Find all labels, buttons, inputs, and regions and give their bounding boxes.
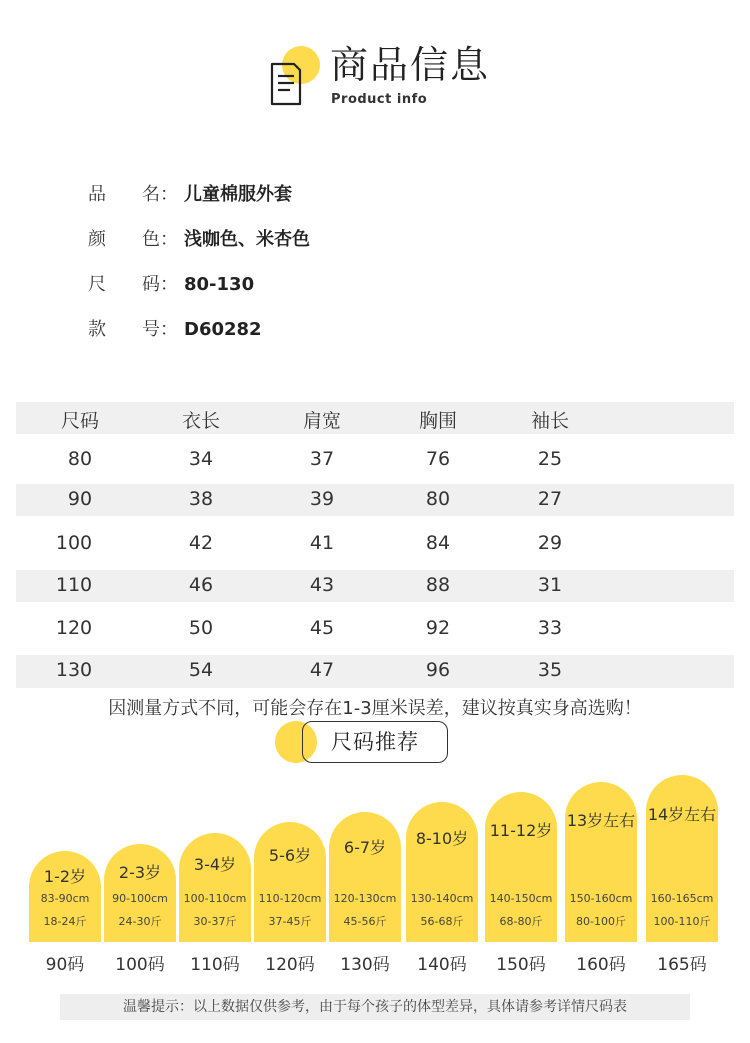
table-cell: 110 (55, 574, 93, 596)
table-cell: 41 (309, 532, 335, 554)
table-cell: 29 (537, 532, 563, 554)
card-size-label: 165码 (657, 955, 707, 975)
size-card (485, 792, 557, 942)
card-height: 150-160cm (569, 892, 633, 905)
table-cell: 80 (67, 448, 93, 470)
table-row (16, 655, 734, 688)
table-cell: 35 (537, 659, 563, 681)
info-value: 浅咖色、米杏色 (184, 229, 310, 250)
card-height: 140-150cm (489, 892, 553, 905)
table-header-cell: 袖长 (530, 410, 569, 432)
table-header-cell: 胸围 (418, 410, 457, 432)
card-size-label: 150码 (496, 955, 546, 975)
size-card (646, 775, 718, 942)
card-age: 2-3岁 (118, 863, 162, 882)
size-card (29, 851, 101, 942)
table-row (16, 602, 734, 655)
table-cell: 25 (537, 448, 563, 470)
table-cell: 46 (188, 574, 214, 596)
card-age: 8-10岁 (415, 829, 469, 848)
table-cell: 27 (537, 488, 563, 510)
table-cell: 39 (309, 488, 335, 510)
info-value: 儿童棉服外套 (184, 184, 292, 205)
info-label: 款 (88, 319, 106, 340)
table-cell: 38 (188, 488, 214, 510)
card-size-label: 140码 (417, 955, 467, 975)
card-size-label: 160码 (576, 955, 626, 975)
table-cell: 96 (425, 659, 451, 681)
table-cell: 100 (55, 532, 93, 554)
card-size-label: 100码 (115, 955, 165, 975)
table-cell: 90 (67, 488, 93, 510)
table-row (16, 516, 734, 570)
card-height: 110-120cm (258, 892, 322, 905)
info-label: 尺 (88, 274, 106, 295)
card-size-label: 90码 (45, 955, 85, 975)
size-card (104, 844, 176, 942)
size-recommend-title: 尺码推荐 (302, 721, 448, 763)
card-weight: 24-30斤 (118, 915, 162, 928)
card-height: 130-140cm (410, 892, 474, 905)
card-age: 11-12岁 (489, 821, 553, 840)
table-row (16, 484, 734, 516)
card-height: 83-90cm (40, 892, 90, 905)
size-card (329, 812, 401, 942)
info-label: 色： (142, 229, 178, 250)
size-card (565, 782, 637, 942)
card-height: 120-130cm (333, 892, 397, 905)
card-weight: 30-37斤 (193, 915, 237, 928)
card-age: 13岁左右 (566, 811, 636, 830)
page-title: 商品信息 (330, 43, 491, 87)
table-cell: 84 (425, 532, 451, 554)
card-weight: 100-110斤 (653, 915, 711, 928)
table-row (16, 434, 734, 484)
table-cell: 50 (188, 617, 214, 639)
size-card (179, 833, 251, 942)
card-size-label: 130码 (340, 955, 390, 975)
table-cell: 47 (309, 659, 335, 681)
measurement-notice: 因测量方式不同，可能会存在1-3厘米误差，建议按真实身高选购！ (108, 698, 642, 719)
table-cell: 43 (309, 574, 335, 596)
card-age: 6-7岁 (343, 838, 387, 857)
table-cell: 88 (425, 574, 451, 596)
card-age: 1-2岁 (43, 867, 87, 886)
card-weight: 56-68斤 (420, 915, 464, 928)
info-label: 颜 (88, 229, 106, 250)
card-weight: 68-80斤 (499, 915, 543, 928)
card-age: 14岁左右 (647, 805, 717, 824)
info-label: 号： (142, 319, 178, 340)
table-cell: 31 (537, 574, 563, 596)
card-size-label: 110码 (190, 955, 240, 975)
table-cell: 130 (55, 659, 93, 681)
table-cell: 120 (55, 617, 93, 639)
table-cell: 42 (188, 532, 214, 554)
size-table (16, 402, 734, 688)
table-cell: 37 (309, 448, 335, 470)
card-age: 3-4岁 (193, 855, 237, 874)
card-weight: 37-45斤 (268, 915, 312, 928)
info-label: 码： (142, 274, 178, 295)
table-cell: 92 (425, 617, 451, 639)
footer-tip: 温馨提示：以上数据仅供参考，由于每个孩子的体型差异，具体请参考详情尺码表 (60, 994, 690, 1020)
table-cell: 34 (188, 448, 214, 470)
size-card (254, 822, 326, 942)
table-cell: 33 (537, 617, 563, 639)
card-size-label: 120码 (265, 955, 315, 975)
card-age: 5-6岁 (268, 846, 312, 865)
info-value: D60282 (184, 319, 262, 340)
page-subtitle: Product info (331, 92, 428, 107)
table-cell: 45 (309, 617, 335, 639)
size-card (406, 802, 478, 942)
info-label: 品 (88, 184, 106, 205)
table-cell: 54 (188, 659, 214, 681)
table-row (16, 570, 734, 602)
table-cell: 76 (425, 448, 451, 470)
card-height: 160-165cm (650, 892, 714, 905)
table-header-cell: 尺码 (60, 410, 99, 432)
table-header-cell: 衣长 (181, 410, 220, 432)
card-height: 100-110cm (183, 892, 247, 905)
table-header-cell: 肩宽 (302, 410, 341, 432)
document-icon (268, 62, 304, 108)
card-weight: 45-56斤 (343, 915, 387, 928)
card-weight: 18-24斤 (43, 915, 87, 928)
table-cell: 80 (425, 488, 451, 510)
info-label: 名： (142, 184, 178, 205)
card-height: 90-100cm (112, 892, 168, 905)
info-value: 80-130 (184, 274, 255, 295)
card-weight: 80-100斤 (576, 915, 626, 928)
table-header-row (16, 402, 734, 434)
